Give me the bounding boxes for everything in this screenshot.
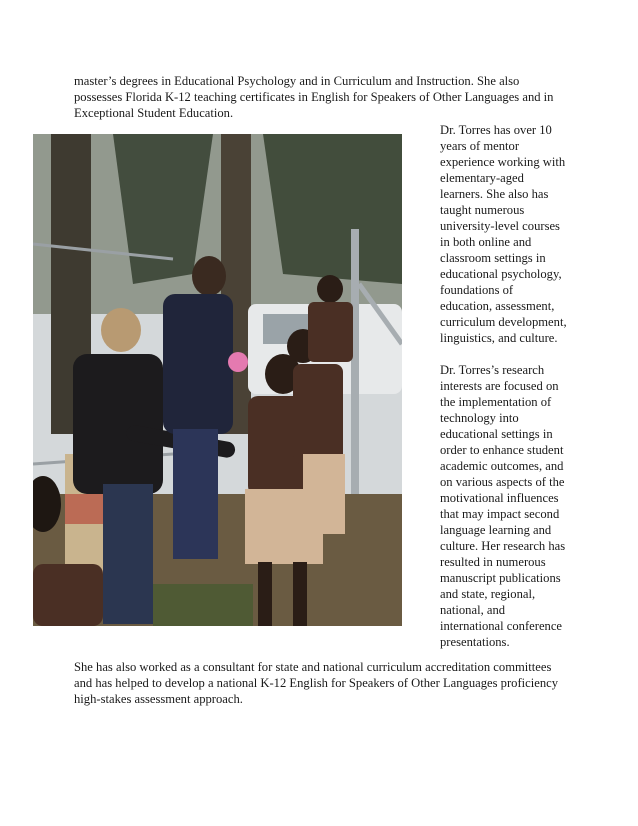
research-interests-paragraph: Dr. Torres’s research interests are focused on the implementation of technology into educational settings in order to enhance student academic outcomes, and on various aspects of the motivational influences that may impact second language learning and culture. Her research has resulted in numerous manuscript publications and state, regional, national, and international conference presentations. [440,363,566,649]
photo-illustration [33,134,402,626]
closing-paragraph: She has also worked as a consultant for state and national curriculum accreditation committees and has helped to develop a national K-12 English for Speakers of Other Languages proficiency high-stakes assessment approach. [74,660,559,706]
mentor-experience-paragraph: Dr. Torres has over 10 years of mentor experience working with elementary-aged learners. She also has taught numerous university-level courses in both online and classroom settings in educational psychology, foundations of education, assessment, curriculum development, linguistics, and culture. [440,123,567,345]
intro-paragraph: master’s degrees in Educational Psychology and in Curriculum and Instruction. She also possesses Florida K-12 teaching certificates in English for Speakers of Other Languages and in Exceptional Student Education. [74,74,554,120]
side-column [440,122,568,650]
classroom-photo [33,134,402,626]
